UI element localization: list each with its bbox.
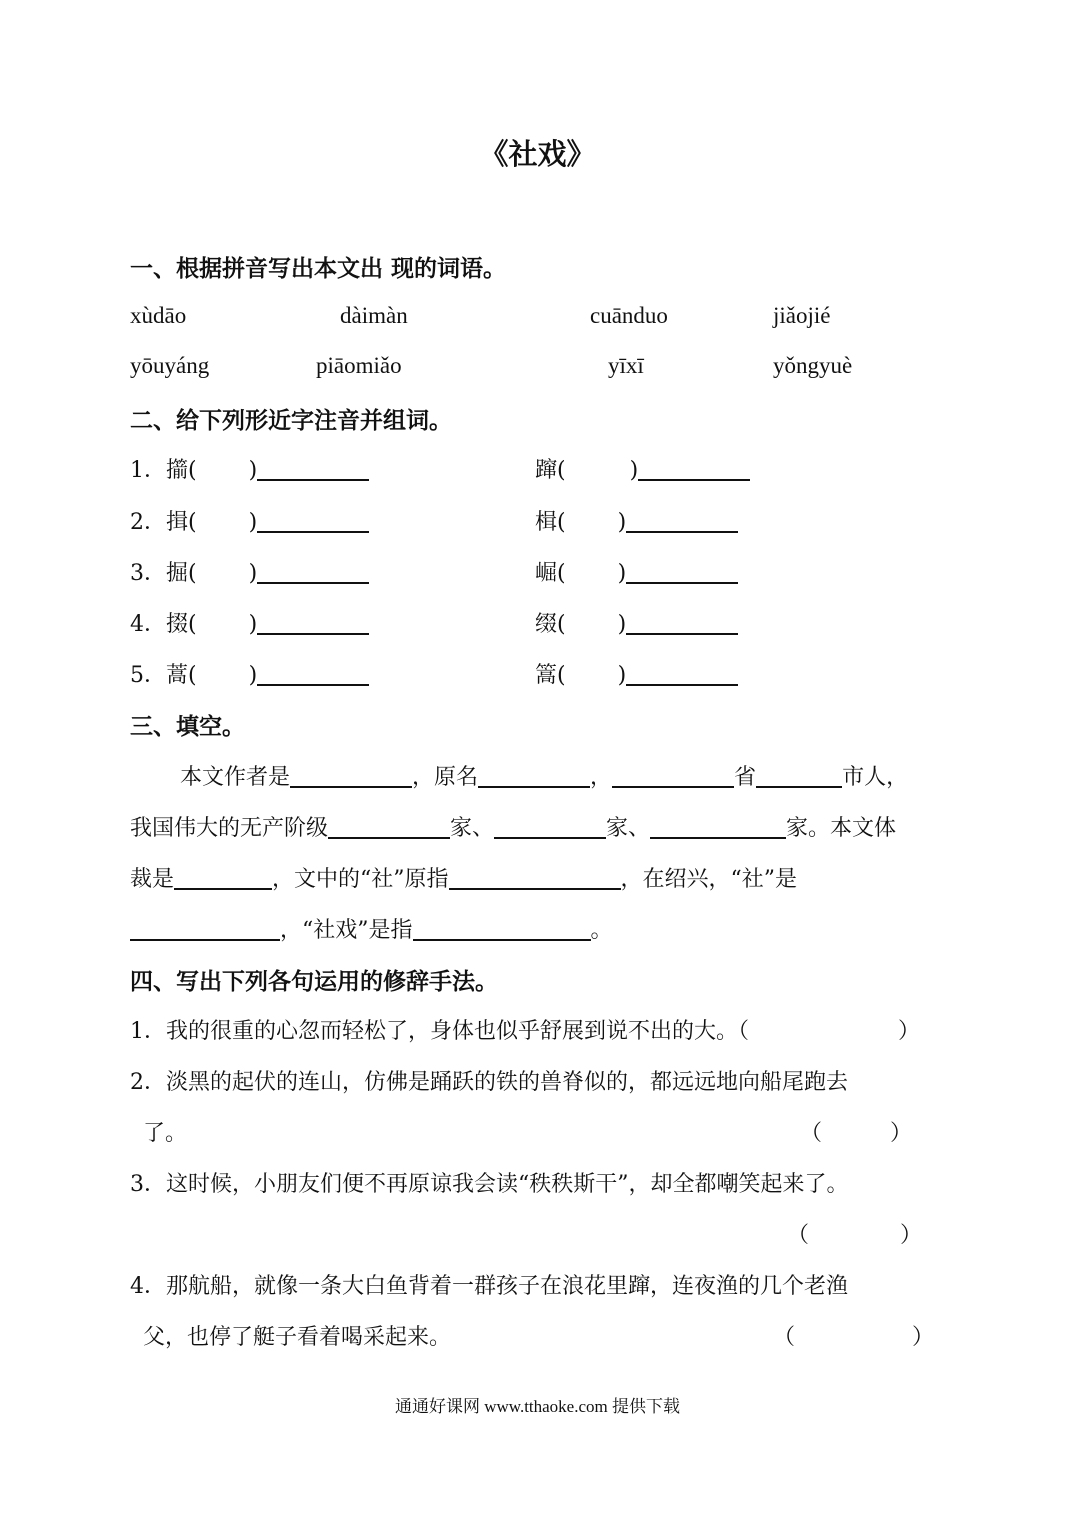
answer-blank[interactable] bbox=[626, 581, 738, 584]
answer-blank[interactable] bbox=[290, 785, 412, 788]
char: 揖 bbox=[166, 510, 189, 535]
page-title: 《社戏》 bbox=[479, 137, 596, 171]
answer-blank[interactable] bbox=[257, 530, 369, 533]
char: 篙 bbox=[535, 663, 558, 688]
sentence-4-line-1: 4．那航船，就像一条大白鱼背着一群孩子在浪花里蹿，连夜渔的几个老渔 bbox=[130, 1274, 848, 1299]
answer-blank[interactable] bbox=[174, 887, 272, 890]
char: 擶 bbox=[166, 458, 189, 483]
answer-blank[interactable] bbox=[257, 581, 369, 584]
fill-text: 省 bbox=[734, 765, 757, 790]
char-item-4-right: 缀( ) bbox=[535, 607, 738, 638]
fill-text: ，“社戏”是指 bbox=[280, 918, 413, 943]
answer-blank[interactable] bbox=[130, 938, 280, 941]
pinyin-8: yǒngyuè bbox=[773, 353, 853, 378]
sentence-1: 1．我的很重的心忽而轻松了，身体也似乎舒展到说不出的大。（ bbox=[130, 1019, 749, 1044]
answer-paren-open-3: （ bbox=[787, 1223, 810, 1248]
char-item-3-left: 3．掘( ) bbox=[130, 556, 369, 587]
sentence-2-line-2: 了。 bbox=[143, 1121, 188, 1146]
answer-paren-open-2: （ bbox=[800, 1121, 823, 1146]
answer-blank[interactable] bbox=[756, 785, 842, 788]
char: 缀 bbox=[535, 612, 558, 637]
pinyin-1: xùdāo bbox=[130, 303, 187, 328]
answer-blank[interactable] bbox=[612, 785, 734, 788]
fill-line-1 bbox=[180, 760, 908, 791]
fill-text: 家。本文体 bbox=[786, 816, 897, 841]
section3-heading: 三、填空。 bbox=[130, 713, 245, 740]
char: 楫 bbox=[535, 510, 558, 535]
fill-text: 我国伟大的无产阶级 bbox=[130, 816, 329, 841]
item-number: 3． bbox=[130, 561, 166, 586]
answer-paren-close-2: ） bbox=[890, 1121, 913, 1146]
char: 掇 bbox=[166, 612, 189, 637]
fill-line-3 bbox=[130, 862, 797, 893]
fill-line-2 bbox=[130, 811, 896, 842]
fill-text: 本文作者是 bbox=[180, 765, 291, 790]
pinyin-3: cuānduo bbox=[590, 303, 668, 328]
answer-blank[interactable] bbox=[638, 478, 750, 481]
fill-text: 市人， bbox=[842, 765, 909, 790]
pinyin-7: yīxī bbox=[608, 353, 644, 378]
answer-blank[interactable] bbox=[650, 836, 786, 839]
answer-blank[interactable] bbox=[626, 632, 738, 635]
fill-text: 。 bbox=[590, 918, 613, 943]
answer-blank[interactable] bbox=[626, 530, 738, 533]
answer-paren-close-4: ） bbox=[912, 1325, 935, 1350]
answer-blank[interactable] bbox=[494, 836, 606, 839]
fill-text: 裁是 bbox=[130, 867, 175, 892]
pinyin-5: yōuyáng bbox=[130, 353, 210, 378]
char-item-2-left: 2．揖( ) bbox=[130, 505, 369, 536]
section1-heading: 一、根据拼音写出本文出 现的词语。 bbox=[130, 255, 507, 282]
sentence-4-line-2: 父，也停了艇子看着喝采起来。 bbox=[143, 1325, 452, 1350]
pinyin-4: jiǎojié bbox=[773, 303, 831, 328]
sentence-2-line-1: 2．淡黑的起伏的连山，仿佛是踊跃的铁的兽脊似的，都远远地向船尾跑去 bbox=[130, 1070, 848, 1095]
char: 蒿 bbox=[166, 663, 189, 688]
answer-paren-close-1: ） bbox=[898, 1019, 921, 1044]
section2-heading: 二、给下列形近字注音并组词。 bbox=[130, 407, 452, 434]
fill-line-4 bbox=[130, 913, 613, 944]
answer-blank[interactable] bbox=[257, 478, 369, 481]
answer-blank[interactable] bbox=[626, 683, 738, 686]
answer-blank[interactable] bbox=[413, 938, 591, 941]
answer-blank[interactable] bbox=[449, 887, 621, 890]
pinyin-2: dàimàn bbox=[340, 303, 408, 328]
fill-text: ，文中的“社”原指 bbox=[272, 867, 449, 892]
char-item-2-right: 楫( ) bbox=[535, 505, 738, 536]
char-item-4-left: 4．掇( ) bbox=[130, 607, 369, 638]
answer-blank[interactable] bbox=[328, 836, 450, 839]
fill-text: 家、 bbox=[606, 816, 651, 841]
item-number: 5． bbox=[130, 663, 166, 688]
char-item-5-right: 篙( ) bbox=[535, 658, 738, 689]
fill-text: ，原名 bbox=[412, 765, 479, 790]
item-number: 1． bbox=[130, 458, 166, 483]
char: 崛 bbox=[535, 561, 558, 586]
answer-paren-open-4: （ bbox=[773, 1325, 796, 1350]
sentence-3: 3．这时候，小朋友们便不再原谅我会读“秩秩斯干”，却全都嘲笑起来了。 bbox=[130, 1172, 849, 1197]
section4-heading: 四、写出下列各句运用的修辞手法。 bbox=[130, 968, 498, 995]
answer-blank[interactable] bbox=[478, 785, 590, 788]
fill-text: ， bbox=[590, 765, 613, 790]
answer-blank[interactable] bbox=[257, 683, 369, 686]
char-item-1-left: 1．擶( ) bbox=[130, 453, 369, 484]
char: 蹿 bbox=[535, 458, 558, 483]
fill-text: ，在绍兴，“社”是 bbox=[620, 867, 798, 892]
fill-text: 家、 bbox=[450, 816, 495, 841]
char-item-3-right: 崛( ) bbox=[535, 556, 738, 587]
footer-credit: 通通好课网 www.tthaoke.com 提供下载 bbox=[394, 1397, 681, 1416]
answer-paren-close-3: ） bbox=[900, 1223, 923, 1248]
pinyin-6: piāomiǎo bbox=[316, 353, 402, 378]
char-item-5-left: 5．蒿( ) bbox=[130, 658, 369, 689]
item-number: 4． bbox=[130, 612, 166, 637]
char-item-1-right: 蹿( ) bbox=[535, 453, 750, 484]
item-number: 2． bbox=[130, 510, 166, 535]
char: 掘 bbox=[166, 561, 189, 586]
answer-blank[interactable] bbox=[257, 632, 369, 635]
